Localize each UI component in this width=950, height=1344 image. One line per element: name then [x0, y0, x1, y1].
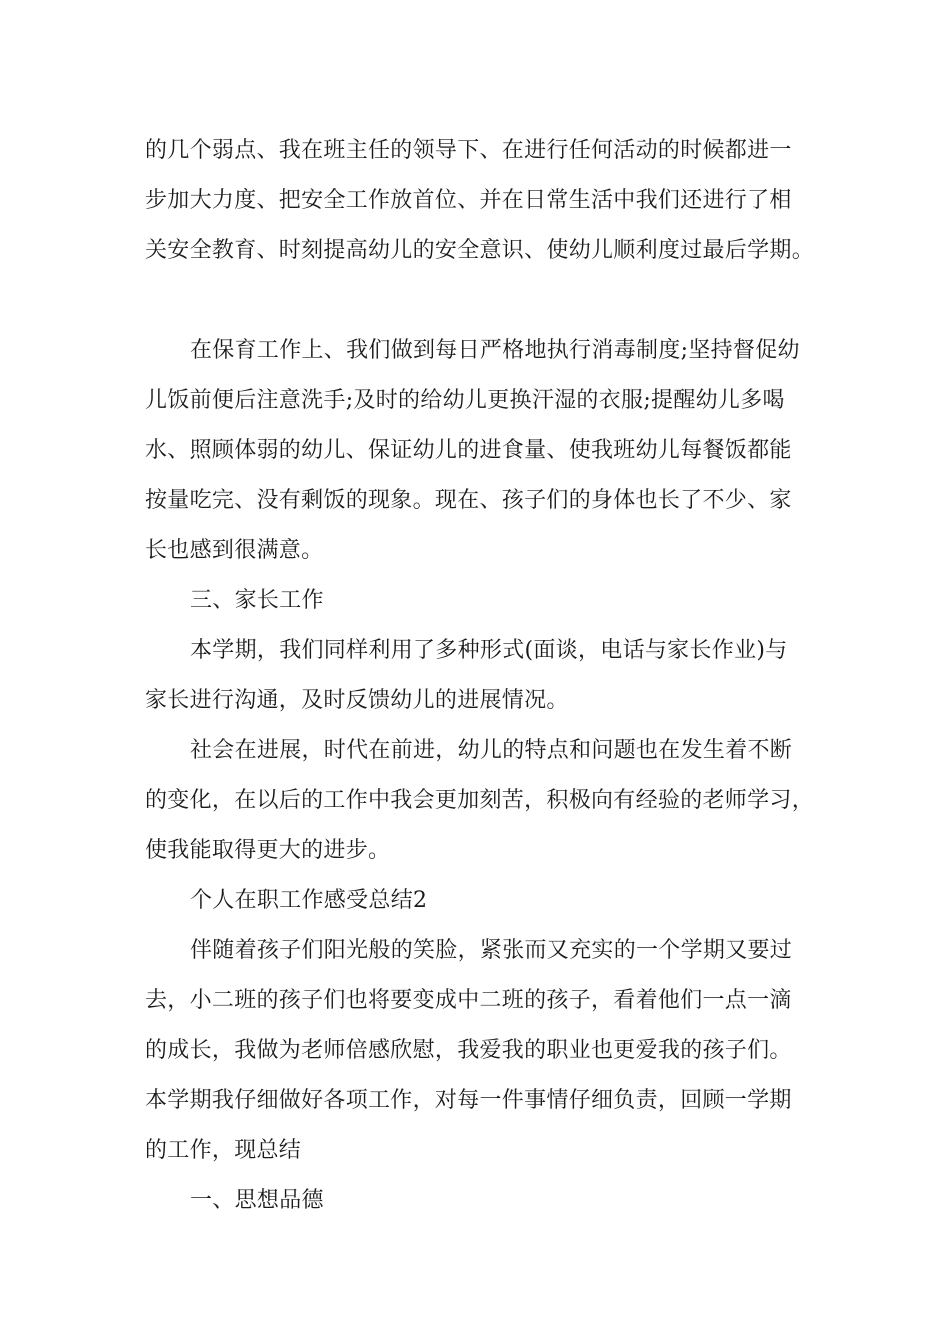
paragraph-line: 水、照顾体弱的幼儿、保证幼儿的进食量、使我班幼儿每餐饭都能: [145, 438, 792, 463]
paragraph-line: 本学期，我们同样利用了多种形式(面谈，电话与家长作业)与: [190, 638, 788, 663]
paragraph-line: 去，小二班的孩子们也将要变成中二班的孩子，看着他们一点一滴: [145, 988, 792, 1013]
paragraph-line: 长也感到很满意。: [145, 538, 324, 563]
section-heading: 三、家长工作: [190, 588, 324, 613]
paragraph-line: 本学期我仔细做好各项工作，对每一件事情仔细负责，回顾一学期: [145, 1088, 792, 1113]
paragraph-line: 伴随着孩子们阳光般的笑脸，紧张而又充实的一个学期又要过: [190, 938, 793, 963]
paragraph-line: 的变化，在以后的工作中我会更加刻苦，积极向有经验的老师学习，: [145, 788, 815, 813]
paragraph-line: 的成长，我做为老师倍感欣慰，我爱我的职业也更爱我的孩子们。: [145, 1038, 792, 1063]
paragraph-line: 步加大力度、把安全工作放首位、并在日常生活中我们还进行了相: [145, 188, 792, 213]
paragraph-line: 社会在进展，时代在前进，幼儿的特点和问题也在发生着不断: [190, 738, 793, 763]
paragraph-line: 的几个弱点、我在班主任的领导下、在进行任何活动的时候都进一: [145, 138, 792, 163]
paragraph-line: 使我能取得更大的进步。: [145, 838, 391, 863]
paragraph-line: 在保育工作上、我们做到每日严格地执行消毒制度;坚持督促幼: [190, 338, 800, 363]
paragraph-line: 的工作，现总结: [145, 1138, 302, 1163]
section-heading: 一、思想品德: [190, 1188, 324, 1213]
paragraph-line: 按量吃完、没有剩饭的现象。现在、孩子们的身体也长了不少、家: [145, 488, 792, 513]
paragraph-line: 儿饭前便后注意洗手;及时的给幼儿更换汗湿的衣服;提醒幼儿多喝: [145, 388, 785, 413]
paragraph-line: 关安全教育、时刻提高幼儿的安全意识、使幼儿顺利度过最后学期。: [145, 238, 815, 263]
paragraph-line: 家长进行沟通，及时反馈幼儿的进展情况。: [145, 688, 569, 713]
section-title: 个人在职工作感受总结2: [190, 888, 428, 913]
